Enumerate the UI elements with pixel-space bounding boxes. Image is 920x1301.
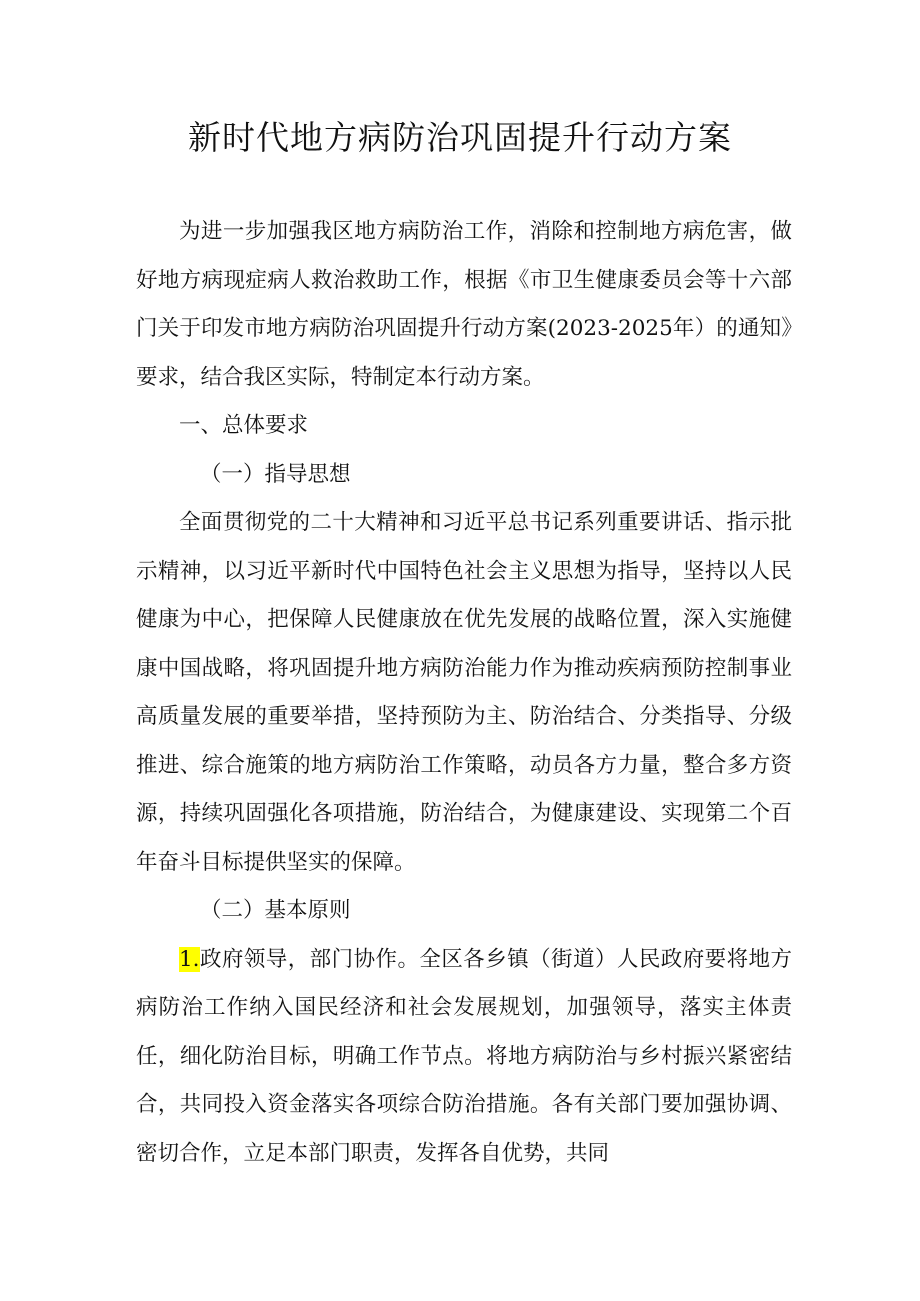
subsection-heading-guiding-ideology: （一）指导思想 — [200, 461, 351, 487]
highlighted-item-number: 1. — [179, 946, 200, 972]
subsection-heading-basic-principles: （二）基本原则 — [200, 898, 351, 923]
principle-1-text: 政府领导，部门协作。全区各乡镇（街道）人民政府要将地方病防治工作纳入国民经济和社会发展规划，加强领导，落实主体责任，细化防治目标，明确工作节点。将地方病防治与乡村振兴紧密结合，共同投入资金落实各项综合防治措施。各有关部门要加强协调、密切合作，立足本部门职责，发挥各自优势，共同 — [136, 946, 792, 1166]
section-heading-general-requirements: 一、总体要求 — [179, 413, 309, 438]
document-title: 新时代地方病防治巩固提升行动方案 — [188, 118, 732, 157]
intro-paragraph: 为进一步加强我区地方病防治工作，消除和控制地方病危害，做好地方病现症病人救治救助工作，根据《市卫生健康委员会等十六部门关于印发市地方病防治巩固提升行动方案(2023-2025年）的通知》要求，结合我区实际，特制定本行动方案。 — [136, 219, 792, 390]
principle-1-paragraph — [136, 936, 792, 1179]
document-body — [136, 208, 792, 1178]
guiding-ideology-paragraph: 全面贯彻党的二十大精神和习近平总书记系列重要讲话、指示批示精神，以习近平新时代中国特色社会主义思想为指导，坚持以人民健康为中心，把保障人民健康放在优先发展的战略位置，深入实施健康中国战略，将巩固提升地方病防治能力作为推动疾病预防控制事业高质量发展的重要举措，坚持预防为主、防治结合、分类指导、分级推进、综合施策的地方病防治工作策略，动员各方力量，整合多方资源，持续巩固强化各项措施，防治结合，为健康建设、实现第二个百年奋斗目标提供坚实的保障。 — [136, 510, 792, 875]
